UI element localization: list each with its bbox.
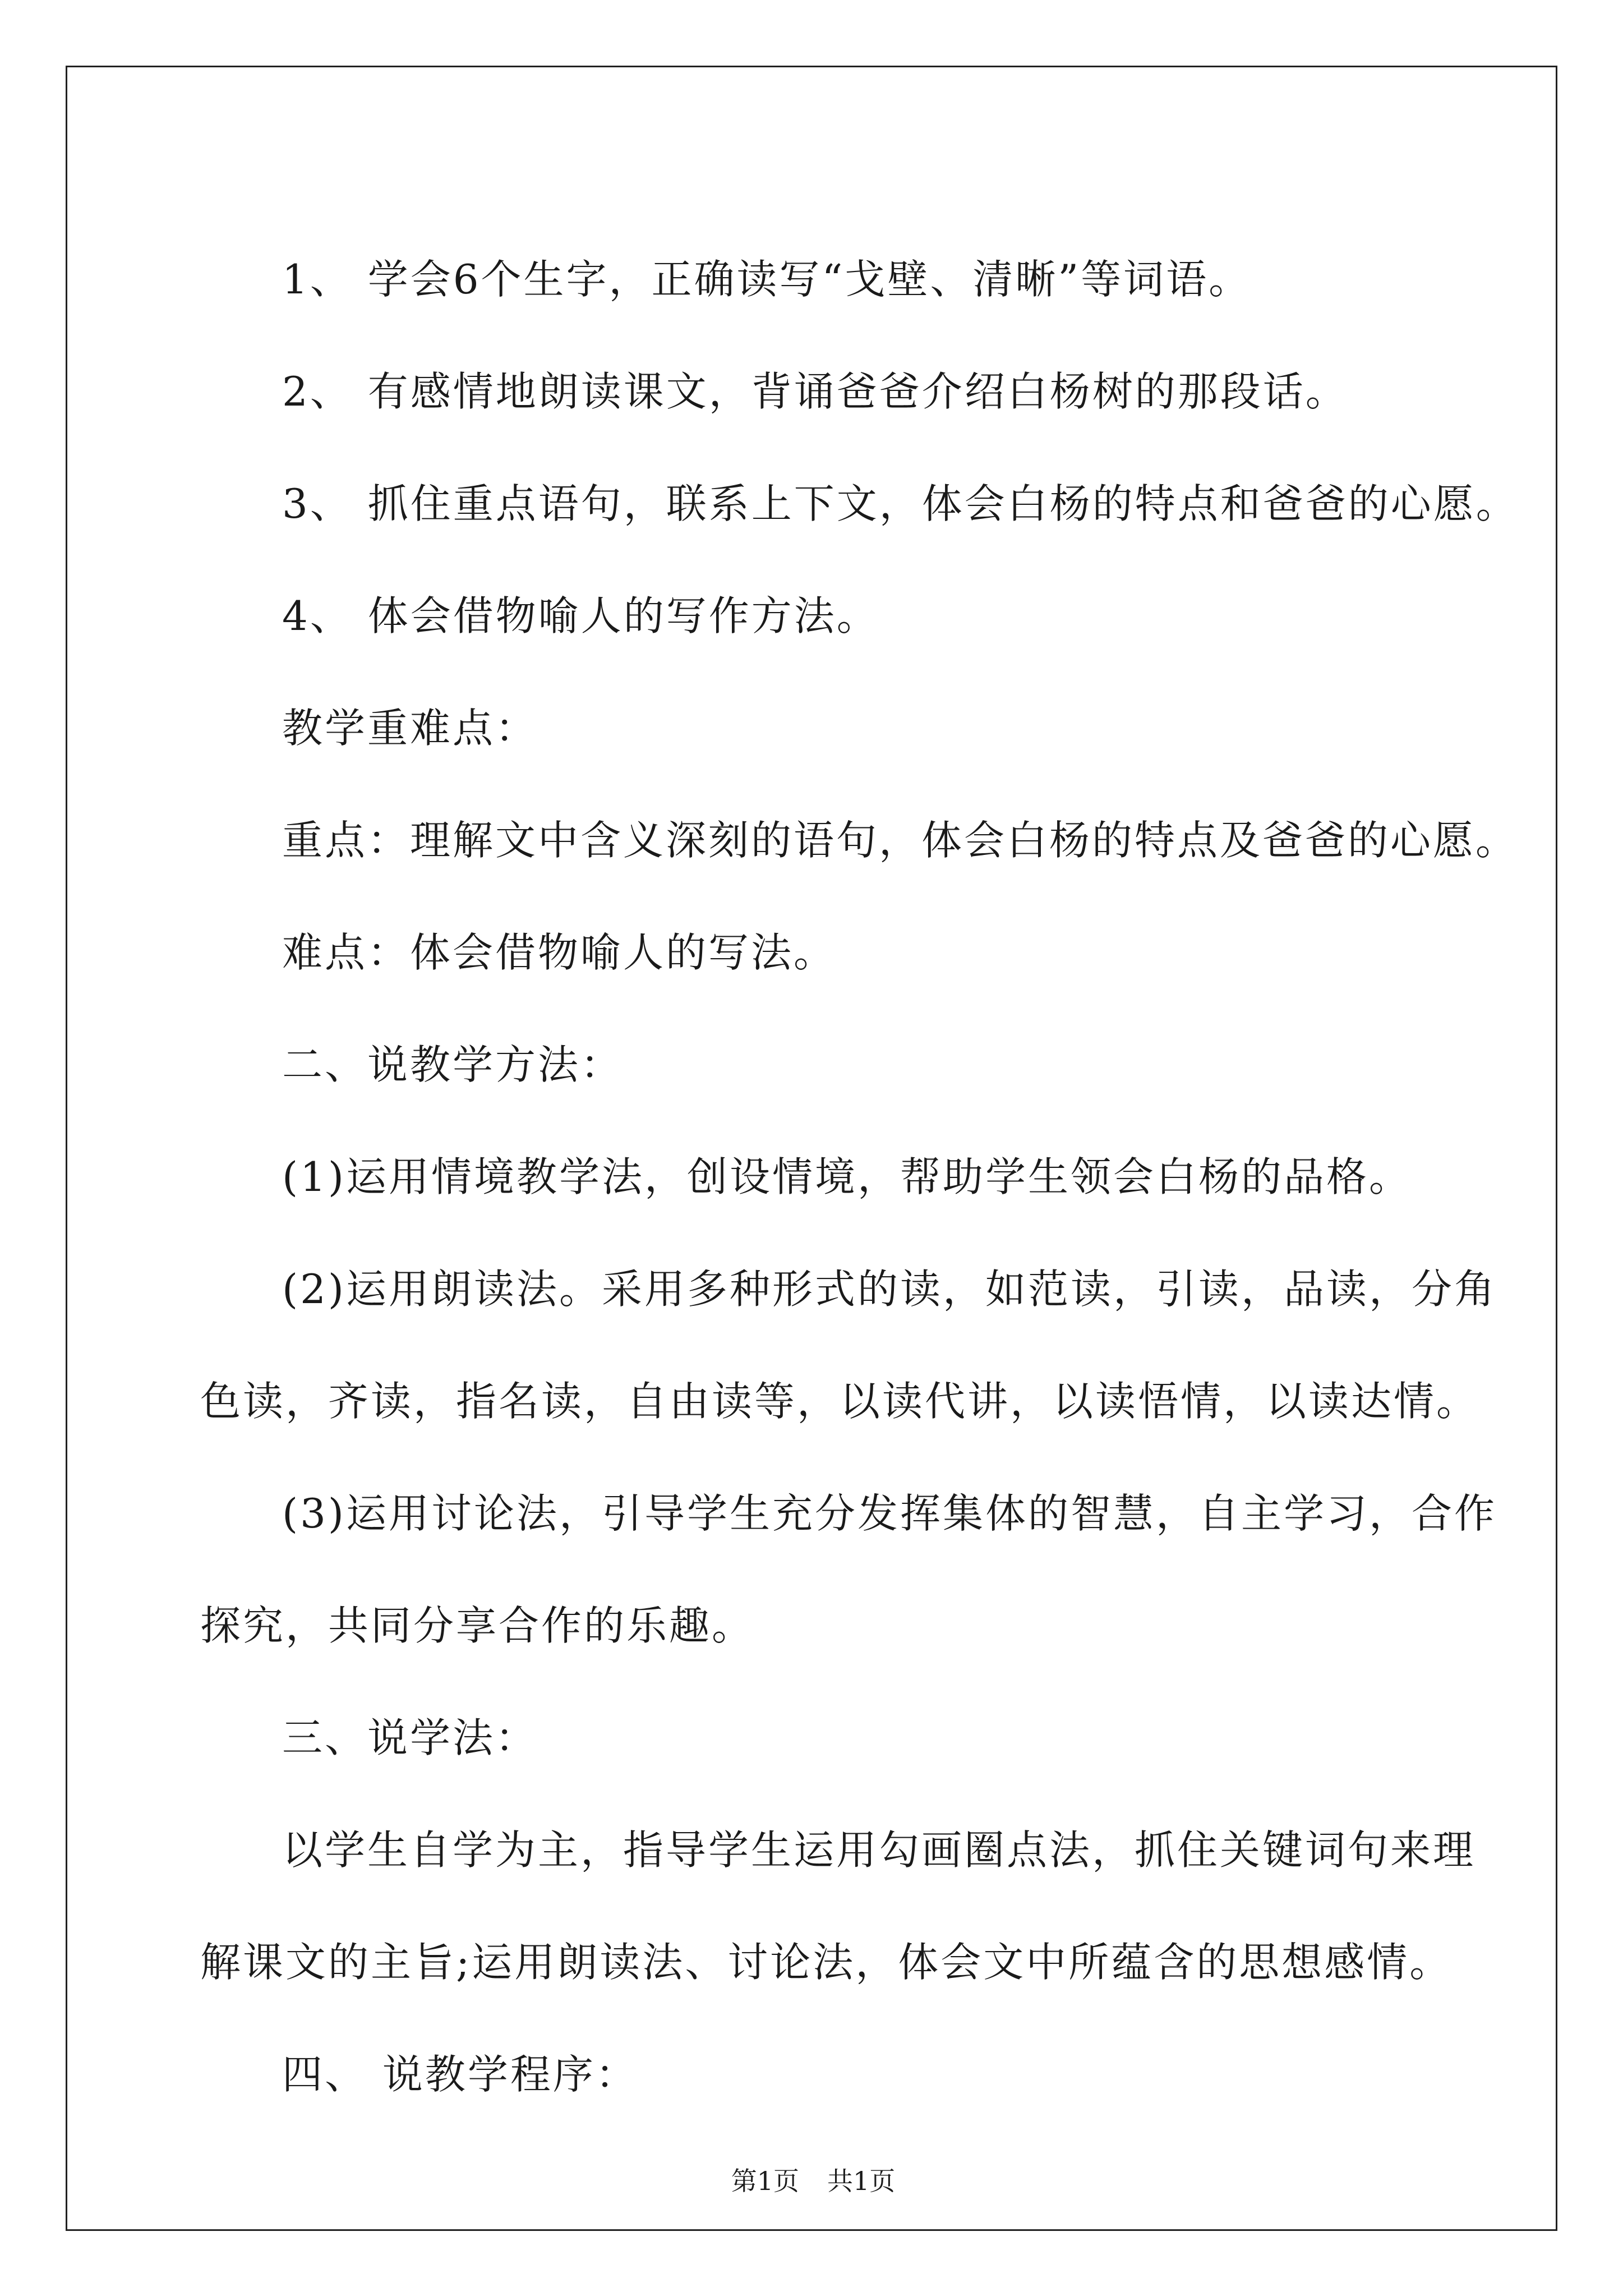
- objective-1: 1、 学会6个生字，正确读写“戈壁、清晰”等词语。: [282, 256, 1252, 303]
- page-total: 共1页: [827, 2166, 896, 2196]
- objective-2: 2、 有感情地朗读课文，背诵爸爸介绍白杨树的那段话。: [282, 368, 1348, 415]
- key-point: 重点：理解文中含义深刻的语句，体会白杨的特点及爸爸的心愿。: [282, 817, 1519, 864]
- objective-3: 3、 抓住重点语句，联系上下文，体会白杨的特点和爸爸的心愿。: [282, 480, 1519, 527]
- method-2-line-1: (2)运用朗读法。采用多种形式的读，如范读，引读，品读，分角: [282, 1266, 1497, 1313]
- key-difficulties-heading: 教学重难点：: [282, 705, 538, 752]
- study-method-line-1: 以学生自学为主，指导学生运用勾画圈点法，抓住关键词句来理: [282, 1826, 1476, 1874]
- page-number: 第1页: [731, 2166, 799, 2196]
- method-1: (1)运用情境教学法，创设情境，帮助学生领会白杨的品格。: [282, 1153, 1412, 1200]
- page-frame: [66, 66, 1557, 2231]
- difficult-point: 难点：体会借物喻人的写法。: [282, 929, 837, 976]
- section-3-heading: 三、说学法：: [282, 1714, 538, 1761]
- method-2-line-2: 色读，齐读，指名读，自由读等，以读代讲，以读悟情，以读达情。: [200, 1378, 1479, 1425]
- method-3-line-1: (3)运用讨论法，引导学生充分发挥集体的智慧，自主学习，合作: [282, 1490, 1497, 1537]
- page-footer: [67, 2165, 1559, 2197]
- section-2-heading: 二、说教学方法：: [282, 1041, 624, 1088]
- method-3-line-2: 探究，共同分享合作的乐趣。: [200, 1602, 755, 1649]
- objective-4: 4、 体会借物喻人的写作方法。: [282, 592, 879, 639]
- study-method-line-2: 解课文的主旨;运用朗读法、讨论法，体会文中所蕴含的思想感情。: [200, 1939, 1453, 1986]
- section-4-heading: 四、 说教学程序：: [282, 2051, 638, 2098]
